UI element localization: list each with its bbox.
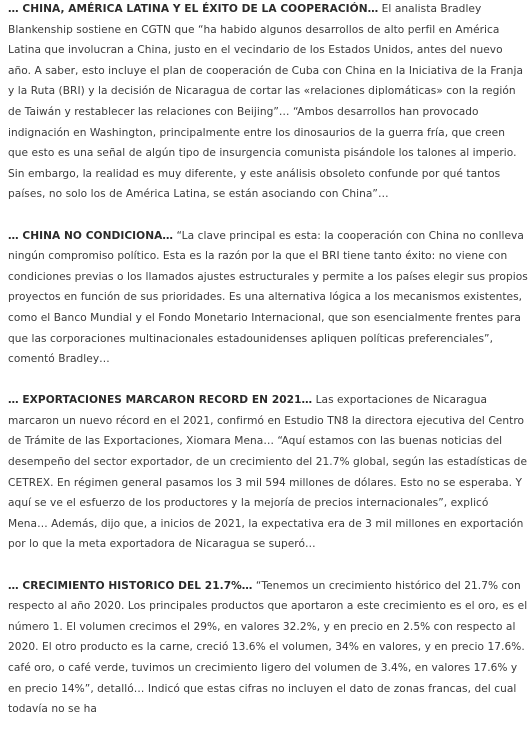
paragraph-heading: … EXPORTACIONES MARCARON RECORD EN 2021… bbox=[8, 394, 313, 407]
paragraph-china-america-latina bbox=[8, 0, 528, 205]
article-body bbox=[8, 0, 528, 740]
paragraph-heading: … CHINA NO CONDICIONA… bbox=[8, 229, 174, 242]
paragraph-crecimiento-historico bbox=[8, 576, 528, 720]
paragraph-exportaciones-record bbox=[8, 390, 528, 555]
paragraph-text: “La clave principal es esta: la cooperación con China no conlleva ningún compromiso político. Esta es la razón por la que el BRI tiene tanto éxito: no viene con condiciones previas o los llamados ajustes estructurales y permite a los países elegir sus propios proyectos en función de sus prioridades. Es una alternativa lógica a los mecanismos existentes, como el Banco Mundial y el Fondo Monetario Internacional, que son esencialmente frentes para que las corporaciones multinacionales estadounidenses apliquen políticas preferenciales”, comentó Bradley… bbox=[8, 229, 528, 366]
paragraph-text: El analista Bradley Blankenship sostiene en CGTN que “ha habido algunos desarrollos de alto perfil en América Latina que involucran a China, justo en el vecindario de los Estados Unidos, antes del nuevo año. A saber, esto incluye el plan de cooperación de Cuba con China en la Iniciativa de la Franja y la Ruta (BRI) y la decisión de Nicaragua de cortar las «relaciones diplomáticas» con la región de Taiwán y restablecer las relaciones con Beijing”… “Ambos desarrollos han provocado indignación en Washington, principalmente entre los dinosaurios de la guerra fría, que creen que esto es una señal de algún tipo de insurgencia comunista pisándole los talones al imperio. Sin embargo, la realidad es muy diferente, y este análisis obsoleto confunde por qué tantos países, no solo los de América Latina, se están asociando con China”… bbox=[8, 3, 523, 201]
paragraph-text: Las exportaciones de Nicaragua marcaron un nuevo récord en el 2021, confirmó en Estudio TN8 la directora ejecutiva del Centro de Trámite de las Exportaciones, Xiomara Mena… “Aquí estamos con las buenas noticias del desempeño del sector exportador, de un crecimiento del 21.7% global, según las estadísticas de CETREX. En régimen general pasamos los 3 mil 594 millones de dólares. Esto no se esperaba. Y aquí se ve el esfuerzo de los productores y la mejoría de precios internacionales”, explicó Mena… Además, dijo que, a inicios de 2021, la expectativa era de 3 mil millones en exportación por lo que la meta exportadora de Nicaragua se superó… bbox=[8, 394, 528, 551]
paragraph-heading: … CRECIMIENTO HISTORICO DEL 21.7%… bbox=[8, 579, 253, 592]
paragraph-text: “Tenemos un crecimiento histórico del 21.7% con respecto al año 2020. Los principales productos que aportaron a este crecimiento es el oro, es el número 1. El volumen crecimos el 29%, en valores 32.2%, y en precio en 2.5% con respecto al 2020. El otro producto es la carne, creció 13.6% el volumen, 34% en valores, y en precio 17.6%. café oro, o café verde, tuvimos un crecimiento ligero del volumen de 3.4%, en valores 17.6% y en precio 14%”, detalló… Indicó que estas cifras no incluyen el dato de zonas francas, del cual todavía no se ha bbox=[8, 579, 528, 716]
paragraph-china-no-condiciona bbox=[8, 226, 528, 370]
paragraph-heading: … CHINA, AMÉRICA LATINA Y EL ÉXITO DE LA COOPERACIÓN… bbox=[8, 3, 379, 15]
